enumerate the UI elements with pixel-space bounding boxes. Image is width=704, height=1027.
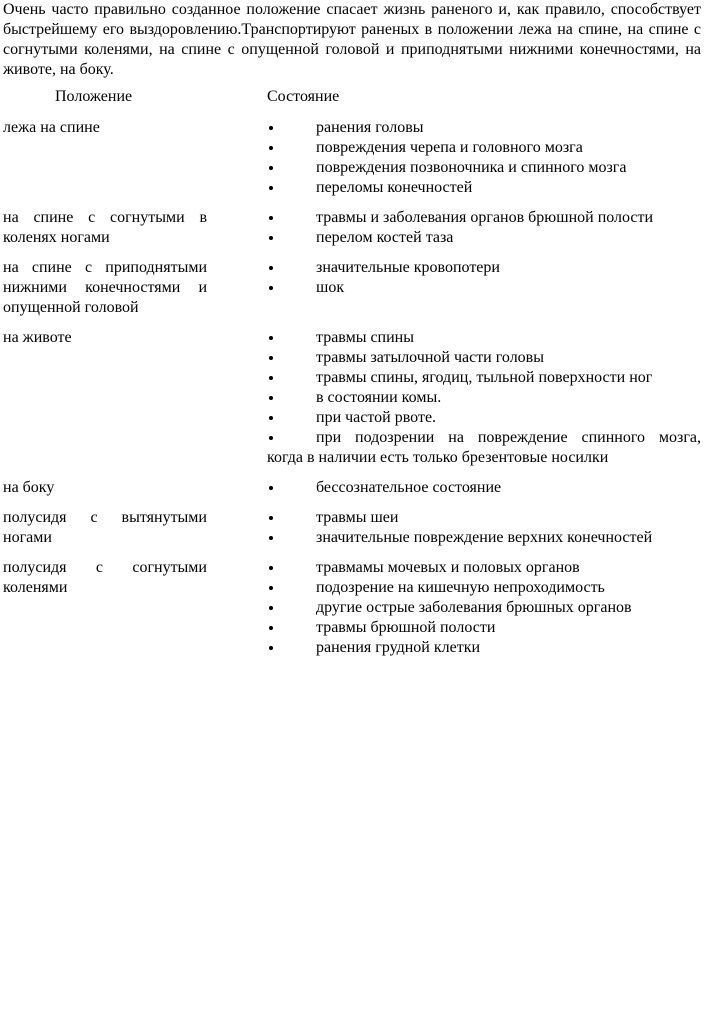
list-item: травмы спины bbox=[267, 328, 701, 348]
bullet-icon bbox=[269, 356, 273, 360]
list-item: значительные повреждение верхних конечностей bbox=[267, 528, 701, 548]
condition-list bbox=[267, 258, 701, 298]
position-cell: на боку bbox=[3, 479, 55, 496]
header-condition: Состояние bbox=[267, 88, 340, 105]
bullet-icon bbox=[269, 126, 273, 130]
condition-list bbox=[267, 508, 701, 548]
bullet-icon bbox=[269, 286, 273, 290]
list-item: повреждения черепа и головного мозга bbox=[267, 138, 701, 158]
condition-cell bbox=[267, 478, 701, 498]
list-item: травмы и заболевания органов брюшной полости bbox=[267, 208, 701, 228]
list-item: при частой рвоте. bbox=[267, 408, 701, 428]
condition-list bbox=[267, 558, 701, 658]
document-page bbox=[3, 0, 701, 658]
list-item: перелом костей таза bbox=[267, 228, 701, 248]
bullet-icon bbox=[269, 606, 273, 610]
table-row bbox=[3, 328, 701, 478]
intro-paragraph: Очень часто правильно созданное положение спасает жизнь раненого и, как правило, способствует быстрейшему его выздоровлению.Транспортируют раненых в положении лежа на спине, на спине с согнутыми коленями, на спине с опущенной головой и приподнятыми нижними конечностями, на животе, на боку. bbox=[3, 1, 701, 78]
bullet-icon bbox=[269, 236, 273, 240]
position-cell: полусидя с согнутыми коленями bbox=[3, 559, 207, 596]
position-cell: на спине с согнутыми в коленях ногами bbox=[3, 209, 207, 246]
bullet-icon bbox=[269, 146, 273, 150]
table-row bbox=[3, 508, 701, 558]
bullet-icon bbox=[269, 486, 273, 490]
list-item: другие острые заболевания брюшных органов bbox=[267, 598, 701, 618]
position-cell: на спине с приподнятыми нижними конечностями и опущенной головой bbox=[3, 259, 207, 316]
list-item: травмы затылочной части головы bbox=[267, 348, 701, 368]
table-row bbox=[3, 478, 701, 508]
condition-cell bbox=[267, 328, 701, 468]
table-row bbox=[3, 208, 701, 258]
bullet-icon bbox=[269, 186, 273, 190]
list-item: ранения головы bbox=[267, 118, 701, 138]
bullet-icon bbox=[269, 626, 273, 630]
list-item: подозрение на кишечную непроходимость bbox=[267, 578, 701, 598]
list-item: при подозрении на повреждение спинного мозга, когда в наличии есть только брезентовые носилки bbox=[267, 429, 701, 466]
list-item: повреждения позвоночника и спинного мозга bbox=[267, 158, 701, 178]
bullet-icon bbox=[269, 436, 273, 440]
table-row bbox=[3, 118, 701, 208]
bullet-icon bbox=[269, 416, 273, 420]
bullet-icon bbox=[269, 516, 273, 520]
bullet-icon bbox=[269, 586, 273, 590]
condition-cell bbox=[267, 258, 701, 298]
position-cell: на животе bbox=[3, 329, 72, 346]
position-cell: полусидя с вытянутыми ногами bbox=[3, 509, 207, 546]
bullet-icon bbox=[269, 396, 273, 400]
table-header bbox=[3, 88, 701, 108]
condition-list bbox=[267, 208, 701, 248]
list-item: значительные кровопотери bbox=[267, 258, 701, 278]
list-item: травмы брюшной полости bbox=[267, 618, 701, 638]
bullet-icon bbox=[269, 166, 273, 170]
bullet-icon bbox=[269, 376, 273, 380]
header-position: Положение bbox=[55, 88, 133, 105]
list-item: травмамы мочевых и половых органов bbox=[267, 558, 701, 578]
condition-list bbox=[267, 328, 701, 468]
condition-cell bbox=[267, 118, 701, 198]
table-row bbox=[3, 258, 701, 328]
condition-cell bbox=[267, 558, 701, 658]
condition-list bbox=[267, 478, 701, 498]
list-item: травмы спины, ягодиц, тыльной поверхности ног bbox=[267, 368, 701, 388]
condition-list bbox=[267, 118, 701, 198]
bullet-icon bbox=[269, 336, 273, 340]
bullet-icon bbox=[269, 216, 273, 220]
list-item: ранения грудной клетки bbox=[267, 638, 701, 658]
list-item: в состоянии комы. bbox=[267, 388, 701, 408]
bullet-icon bbox=[269, 646, 273, 650]
bullet-icon bbox=[269, 566, 273, 570]
table-row bbox=[3, 558, 701, 658]
list-item: травмы шеи bbox=[267, 508, 701, 528]
bullet-icon bbox=[269, 536, 273, 540]
position-cell: лежа на спине bbox=[3, 119, 100, 136]
condition-cell bbox=[267, 508, 701, 548]
bullet-icon bbox=[269, 266, 273, 270]
list-item: бессознательное состояние bbox=[267, 478, 701, 498]
list-item: переломы конечностей bbox=[267, 178, 701, 198]
list-item: шок bbox=[267, 278, 701, 298]
condition-cell bbox=[267, 208, 701, 248]
positions-table bbox=[3, 118, 701, 658]
